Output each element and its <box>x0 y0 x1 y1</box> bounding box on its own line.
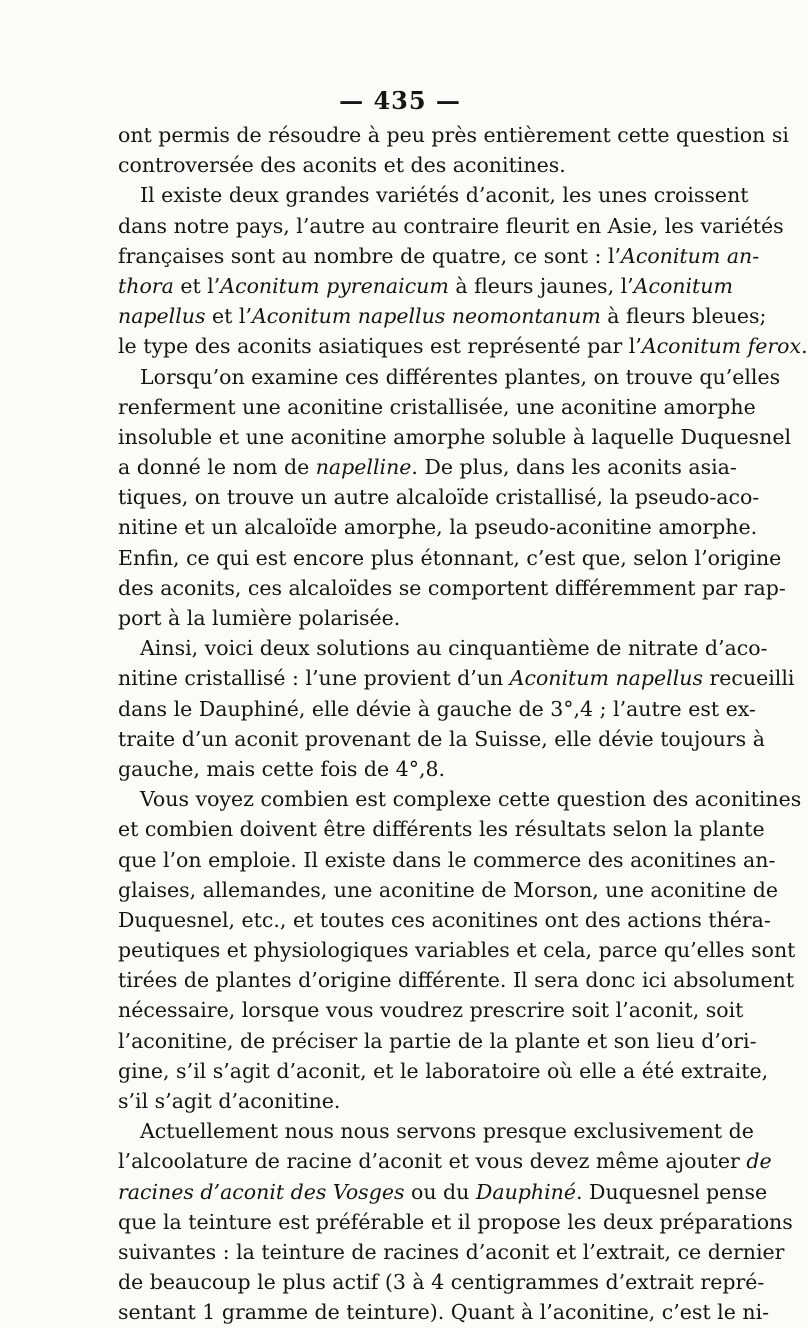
text-line: racines d’aconit des Vosges ou du Dauphiné. Duquesnel pense <box>118 1179 768 1204</box>
text-line: dans le Dauphiné, elle dévie à gauche de 3°,4 ; l’autre est ex- <box>118 696 756 721</box>
text-line: et combien doivent être différents les résultats selon la plante <box>118 817 765 842</box>
text-line: l’aconitine, de préciser la partie de la plante et son lieu d’ori- <box>118 1028 757 1053</box>
text-line: thora et l’Aconitum pyrenaicum à fleurs jaunes, l’Aconitum <box>118 273 733 298</box>
text-line: peutiques et physiologiques variables et cela, parce qu’elles sont <box>118 938 796 963</box>
body-text <box>118 120 808 1328</box>
text-line: que la teinture est préférable et il propose les deux préparations <box>118 1209 793 1234</box>
text-line: nitine cristallisé : l’une provient d’un Aconitum napellus recueilli <box>118 666 795 691</box>
text-line: le type des aconits asiatiques est représenté par l’Aconitum ferox. <box>118 334 808 359</box>
text-line: port à la lumière polarisée. <box>118 606 401 630</box>
text-line: ont permis de résoudre à peu près entièrement cette question si <box>118 123 789 147</box>
text-line: dans notre pays, l’autre au contraire fleurit en Asie, les variétés <box>118 213 784 238</box>
text-line: controversée des aconits et des aconitines. <box>118 153 566 178</box>
text-line: de beaucoup le plus actif (3 à 4 centigrammes d’extrait repré- <box>118 1270 765 1295</box>
text-line: Lorsqu’on examine ces différentes plantes, on trouve qu’elles <box>140 364 781 389</box>
text-line: nitine et un alcaloïde amorphe, la pseudo-aconitine amorphe. <box>118 515 758 540</box>
text-line: Ainsi, voici deux solutions au cinquantième de nitrate d’aco- <box>140 636 768 661</box>
text-line: des aconits, ces alcaloïdes se comportent différemment par rap- <box>118 575 786 600</box>
text-line: renferment une aconitine cristallisée, une aconitine amorphe <box>118 394 756 419</box>
text-line: nécessaire, lorsque vous voudrez prescrire soit l’aconit, soit <box>118 998 744 1023</box>
text-line: gine, s’il s’agit d’aconit, et le laboratoire où elle a été extraite, <box>118 1058 769 1083</box>
text-line: l’alcoolature de racine d’aconit et vous devez même ajouter de <box>118 1149 772 1174</box>
text-line: a donné le nom de napelline. De plus, dans les aconits asia- <box>118 455 737 480</box>
text-line: s’il s’agit d’aconitine. <box>118 1089 341 1113</box>
text-line: suivantes : la teinture de racines d’aconit et l’extrait, ce dernier <box>118 1239 785 1264</box>
text-line: Actuellement nous nous servons presque exclusivement de <box>140 1119 754 1144</box>
text-line: Duquesnel, etc., et toutes ces aconitines ont des actions théra- <box>118 907 771 932</box>
text-line: tirées de plantes d’origine différente. Il sera donc ici absolument <box>118 968 795 993</box>
text-line: tiques, on trouve un autre alcaloïde cristallisé, la pseudo-aco- <box>118 485 760 510</box>
text-line: napellus et l’Aconitum napellus neomontanum à fleurs bleues; <box>118 304 767 329</box>
text-line: françaises sont au nombre de quatre, ce sont : l’Aconitum an- <box>118 243 760 268</box>
text-line: traite d’un aconit provenant de la Suisse, elle dévie toujours à <box>118 726 765 751</box>
text-line: Vous voyez combien est complexe cette question des aconitines <box>140 787 802 812</box>
text-line: Enfin, ce qui est encore plus étonnant, c’est que, selon l’origine <box>118 545 782 570</box>
text-line: sentant 1 gramme de teinture). Quant à l’aconitine, c’est le ni- <box>118 1300 770 1325</box>
page-number: — 435 — <box>339 86 461 115</box>
text-line: gauche, mais cette fois de 4°,8. <box>118 756 446 781</box>
text-line: glaises, allemandes, une aconitine de Morson, une aconitine de <box>118 877 779 902</box>
text-line: insoluble et une aconitine amorphe soluble à laquelle Duquesnel <box>118 424 792 449</box>
text-line: que l’on emploie. Il existe dans le commerce des aconitines an- <box>118 847 776 872</box>
text-line: Il existe deux grandes variétés d’aconit, les unes croissent <box>140 183 749 208</box>
